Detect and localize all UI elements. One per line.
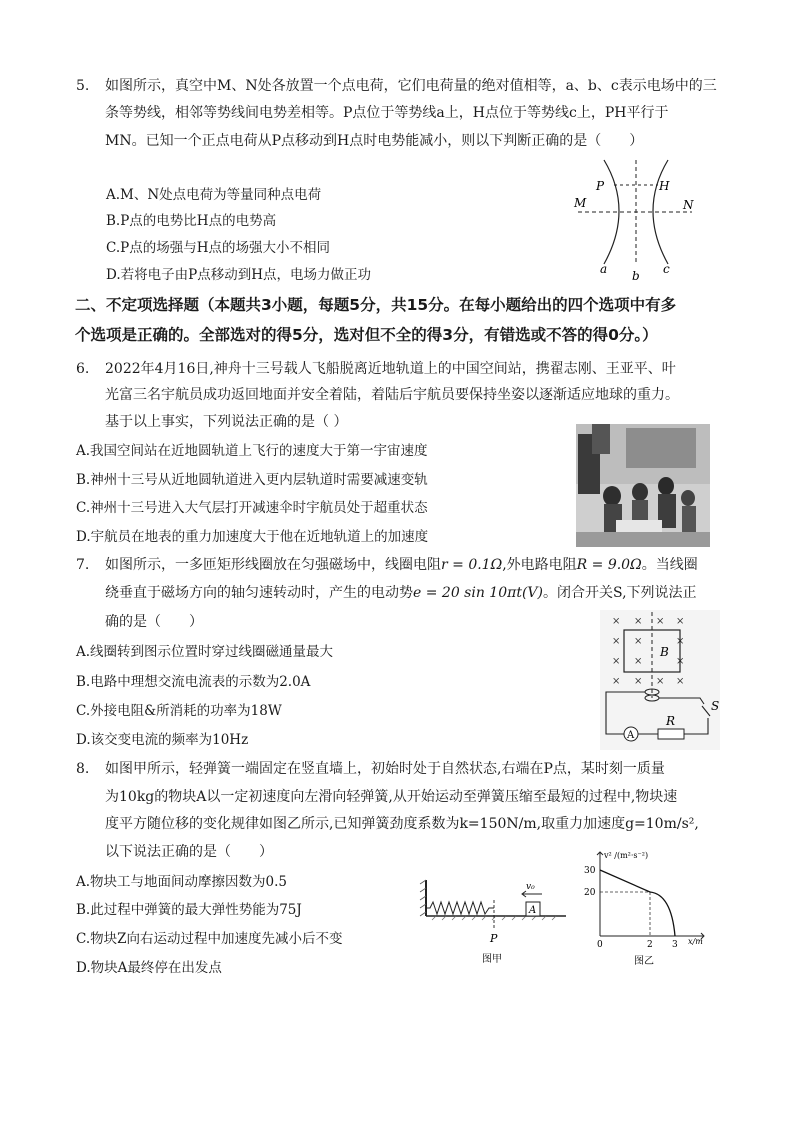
q7-stem-line2 xyxy=(105,584,697,602)
label-v0: v₀ xyxy=(526,882,535,892)
q7-emf-equation: e = 20 sin 10πt(V) xyxy=(413,585,543,601)
q5-stem-line1: 如图所示，真空中M、N处各放置一个点电荷，它们电荷量的绝对值相等，a、b、c表示电场中的三 xyxy=(105,78,717,94)
q5-stem-line3: MN。已知一个正点电荷从P点移动到H点时电势能减小，则以下判断正确的是（ ） xyxy=(105,133,644,149)
q5-option-c: C.P点的场强与H点的场强大小不相同 xyxy=(106,240,330,256)
svg-text:×: × xyxy=(634,656,643,667)
q7-option-d: D.该交变电流的频率为10Hz xyxy=(76,732,249,748)
x-tick-label-2: 2 xyxy=(647,940,653,950)
caption-jia: 图甲 xyxy=(482,954,502,965)
q7-coil-circuit-figure xyxy=(600,610,720,750)
svg-text:×: × xyxy=(634,616,643,627)
q7-stem-line1 xyxy=(105,556,698,574)
svg-text:×: × xyxy=(676,656,685,667)
svg-text:×: × xyxy=(612,636,621,647)
q7-r-equation: r = 0.1Ω xyxy=(441,557,503,573)
q6-stem-line1: 2022年4月16日,神舟十三号载人飞船脱离近地轨道上的中国空间站，携翟志刚、王亚平、叶 xyxy=(105,361,676,377)
label-c: c xyxy=(663,262,670,276)
spring xyxy=(426,902,494,914)
x-tick-label-3: 3 xyxy=(672,940,678,950)
q5-option-a: A.M、N处点电荷为等量同种点电荷 xyxy=(106,187,322,203)
q7-option-b: B.电路中理想交流电流表的示数为2.0A xyxy=(76,674,311,690)
label-s: S xyxy=(711,699,720,713)
svg-text:×: × xyxy=(676,636,685,647)
svg-text:×: × xyxy=(676,616,685,627)
q6-option-d: D.宇航员在地表的重力加速度大于他在近地轨道上的加速度 xyxy=(76,529,429,545)
svg-text:×: × xyxy=(612,656,621,667)
q7-option-a: A.线圈转到图示位置时穿过线圈磁通量最大 xyxy=(76,644,334,660)
q7-number: 7. xyxy=(76,557,90,573)
q8-option-a: A.物块工与地面间动摩擦因数为0.5 xyxy=(76,874,288,890)
q8-option-c: C.物块Z向右运动过程中加速度先减小后不变 xyxy=(76,931,343,947)
q6-option-a: A.我国空间站在近地圆轨道上飞行的速度大于第一宇宙速度 xyxy=(76,443,428,459)
q7-text-1b: ,外电路电阻 xyxy=(502,557,577,573)
q8-number: 8. xyxy=(76,761,90,777)
q7-R-equation: R = 9.0Ω xyxy=(576,557,642,573)
y-tick-label-20: 20 xyxy=(584,888,596,898)
svg-text:×: × xyxy=(676,676,685,687)
q8-stem-line3: 度平方随位移的变化规律如图乙所示,已知弹簧劲度系数为k=150N/m,取重力加速度g=10m/s², xyxy=(105,816,699,832)
q8-stem-line4: 以下说法正确的是（ ） xyxy=(105,844,273,860)
label-b: b xyxy=(632,269,640,282)
q8-option-d: D.物块A最终停在出发点 xyxy=(76,960,222,976)
svg-text:×: × xyxy=(612,616,621,627)
y-tick-label-30: 30 xyxy=(584,866,596,876)
q5-stem-line2: 条等势线，相邻等势线间电势差相等。P点位于等势线a上，H点位于等势线c上，PH平行于 xyxy=(105,105,669,121)
resistor-r xyxy=(658,729,684,739)
v2-line-segment xyxy=(600,870,650,892)
astronaut-landing-photo xyxy=(576,424,710,547)
label-m: M xyxy=(574,196,587,210)
q8-stem-line2: 为10kg的物块A以一定初速度向左滑向轻弹簧,从开始运动至弹簧压缩至最短的过程中,物块速 xyxy=(105,789,678,805)
svg-text:×: × xyxy=(656,616,665,627)
q5-equipotential-figure xyxy=(566,156,708,282)
q8-figure-yi-chart xyxy=(582,846,714,968)
section2-heading-line2: 个选项是正确的。全部选对的得5分，选对但不全的得3分，有错选或不答的得0分。） xyxy=(75,326,658,344)
q8-figure-jia xyxy=(418,870,568,965)
svg-text:×: × xyxy=(656,676,665,687)
label-a: A xyxy=(529,905,537,916)
q7-text-2a: 绕垂直于磁场方向的轴匀速转动时，产生的电动势 xyxy=(105,585,413,601)
q6-option-c: C.神州十三号进入大气层打开减速伞时宇航员处于超重状态 xyxy=(76,500,428,516)
q5-option-d: D.若将电子由P点移动到H点，电场力做正功 xyxy=(106,267,371,283)
q5-number: 5. xyxy=(76,78,90,94)
svg-text:×: × xyxy=(612,676,621,687)
q6-number: 6. xyxy=(76,361,90,377)
svg-text:×: × xyxy=(634,676,643,687)
q7-text-1c: 。当线圈 xyxy=(641,557,698,573)
q6-option-b: B.神州十三号从近地圆轨道进入更内层轨道时需要减速变轨 xyxy=(76,472,428,488)
v2-curve-segment xyxy=(650,892,675,936)
y-axis-label: v² /(m²·s⁻²) xyxy=(604,851,649,860)
q5-option-b: B.P点的电势比H点的电势高 xyxy=(106,213,277,229)
label-p: P xyxy=(596,179,605,193)
label-b-field: B xyxy=(660,645,669,659)
q8-option-b: B.此过程中弹簧的最大弹性势能为75J xyxy=(76,902,302,918)
caption-yi: 图乙 xyxy=(634,956,654,967)
q8-stem-line1: 如图甲所示，轻弹簧一端固定在竖直墙上，初始时处于自然状态,右端在P点，某时刻一质量 xyxy=(105,761,665,777)
label-n: N xyxy=(683,198,694,212)
svg-text:×: × xyxy=(634,636,643,647)
q7-text-2b: 。闭合开关S,下列说法正 xyxy=(543,585,697,601)
q7-option-c: C.外接电阻&所消耗的功率为18W xyxy=(76,703,282,719)
label-r: R xyxy=(666,714,676,728)
label-p: P xyxy=(490,932,498,945)
label-h: H xyxy=(659,179,670,193)
q7-stem-line3: 确的是（ ） xyxy=(105,614,203,630)
q6-stem-line3: 基于以上事实，下列说法正确的是（ ） xyxy=(105,414,348,430)
q7-text-1a: 如图所示，一多匝矩形线圈放在匀强磁场中，线圈电阻 xyxy=(105,557,441,573)
q6-stem-line2: 光富三名宇航员成功返回地面并安全着陆，着陆后宇航员要保持坐姿以逐渐适应地球的重力。 xyxy=(105,387,679,403)
x-axis-label: x/m xyxy=(688,937,703,946)
section2-heading-line1: 二、不定项选择题（本题共3小题，每题5分，共15分。在每小题给出的四个选项中有多 xyxy=(75,296,677,314)
label-a: a xyxy=(600,262,608,276)
label-ammeter: A xyxy=(627,730,635,741)
x-tick-label-0: 0 xyxy=(597,940,603,950)
